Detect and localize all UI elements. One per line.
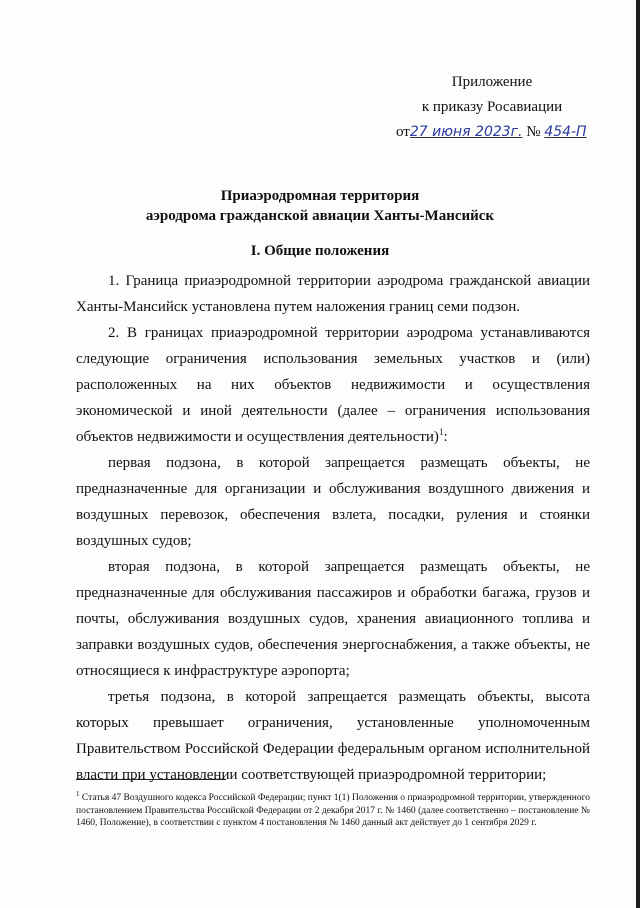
footnote-divider (76, 779, 226, 780)
title-line-2: аэродрома гражданской авиации Ханты-Мансийск (145, 208, 495, 224)
footnote-marker: 1 (76, 789, 80, 798)
footnote-text: Статья 47 Воздушного кодекса Российской Федерации; пункт 1(1) Положения о приаэродромной территории, утвержденного постановлением Правительства Российской Федерации от 2 декабря 2017 г. № 1460 (далее соответственно – постановление № 1460, Положение), в соответствии с пунктом 4 постановления № 1460 данный акт действует до 1 сентября 2029 г. (76, 793, 591, 828)
section-heading: I. Общие положения (250, 243, 390, 259)
footnote-ref: 1 (438, 427, 444, 437)
appendix-date-line (392, 120, 592, 145)
paragraph-2-text: 2. В границах приаэродромной территории аэродрома устанавливаются следующие ограничения использования земельных участков и (или) расположенных на них объектов недвижимости и осуществления экономической и иной деятельности (далее – ограничения использования объектов недвижимости и осуществления деятельности) (76, 325, 590, 445)
paragraph-subzone-3: третья подзона, в которой запрещается размещать объекты, высота которых превышает ограничения, установленные уполномоченным Правительством Российской Федерации федеральным органом исполнительной власти при установлении соответствующей приаэродромной территории; (76, 689, 590, 783)
appendix-number-sign: № (526, 124, 541, 140)
appendix-order-ref: к приказу Росавиации (421, 99, 563, 115)
appendix-label: Приложение (451, 74, 533, 90)
handwritten-date: 27 июня 2023г. (409, 124, 523, 140)
title-line-1: Приаэродромная территория (220, 188, 420, 204)
paragraph-2-end: : (443, 429, 448, 445)
paragraph-1: 1. Граница приаэродромной территории аэродрома гражданской авиации Ханты-Мансийск установлена путем наложения границ семи подзон. (76, 273, 590, 315)
paragraph-subzone-2: вторая подзона, в которой запрещается размещать объекты, не предназначенные для обслуживания пассажиров и обработки багажа, грузов и почты, обслуживания воздушных судов, хранения авиационного топлива и заправки воздушных судов, обеспечения энергоснабжения, а также объекты, не относящиеся к инфраструктуре аэропорта; (76, 559, 590, 679)
document-title (0, 186, 640, 226)
paragraph-2 (76, 320, 590, 450)
paragraph-subzone-1: первая подзона, в которой запрещается размещать объекты, не предназначенные для организации и обслуживания воздушного движения и воздушных перевозок, обеспечения взлета, посадки, руления и стоянки воздушных судов; (76, 455, 590, 549)
footnote (76, 789, 591, 830)
appendix-block (392, 70, 592, 145)
appendix-from: от (396, 124, 410, 140)
document-body (76, 268, 590, 788)
handwritten-number: 454-П (544, 124, 587, 140)
